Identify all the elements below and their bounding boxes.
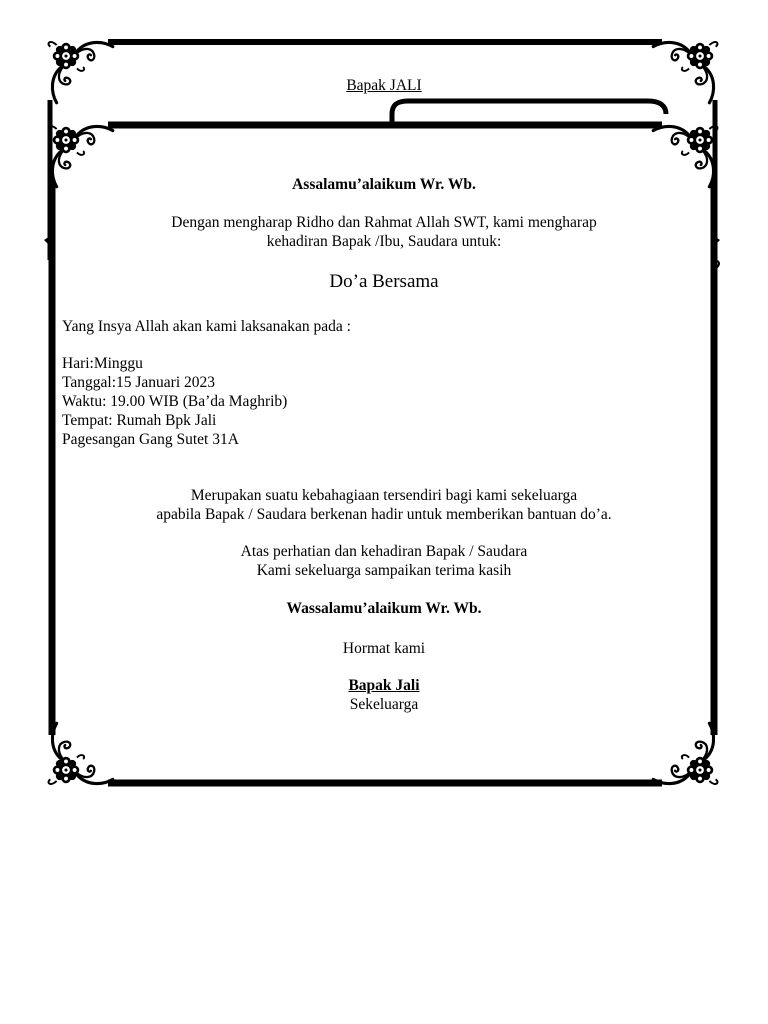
- signer-family: Sekeluarga: [349, 696, 419, 713]
- farewell: Wassalamu’alaikum Wr. Wb.: [286, 600, 482, 617]
- event-title: Do’a Bersama: [329, 271, 439, 292]
- detail-address: Pagesangan Gang Sutet 31A: [62, 431, 239, 448]
- regards: Hormat kami: [342, 640, 426, 657]
- intro-line-1: Dengan mengharap Ridho dan Rahmat Allah SWT, kami mengharap: [171, 214, 597, 231]
- thanks-line-1: Atas perhatian dan kehadiran Bapak / Saudara: [240, 543, 528, 560]
- corner-ornament-top-right-back: [653, 42, 717, 103]
- schedule-intro: Yang Insya Allah akan kami laksanakan pada :: [62, 318, 351, 335]
- corner-ornament-bottom-left: [48, 723, 112, 784]
- thanks-line-2: Kami sekeluarga sampaikan terima kasih: [256, 562, 512, 579]
- corner-ornament-bottom-right: [653, 723, 717, 784]
- detail-time: Waktu: 19.00 WIB (Ba’da Maghrib): [62, 393, 288, 410]
- intro-line-2: kehadiran Bapak /Ibu, Saudara untuk:: [266, 233, 502, 250]
- envelope-label: Bapak JALI: [346, 77, 422, 94]
- greeting: Assalamu’alaikum Wr. Wb.: [292, 176, 476, 193]
- detail-date: Tanggal:15 Januari 2023: [62, 374, 216, 391]
- signer-name: Bapak Jali: [348, 677, 420, 694]
- closing-line-1: Merupakan suatu kebahagiaan tersendiri bagi kami sekeluarga: [190, 487, 578, 504]
- corner-ornament-top-left-back: [48, 42, 112, 103]
- detail-place: Tempat: Rumah Bpk Jali: [62, 412, 217, 429]
- detail-day: Hari:Minggu: [62, 355, 143, 372]
- closing-line-2: apabila Bapak / Saudara berkenan hadir untuk memberikan bantuan do’a.: [156, 506, 612, 523]
